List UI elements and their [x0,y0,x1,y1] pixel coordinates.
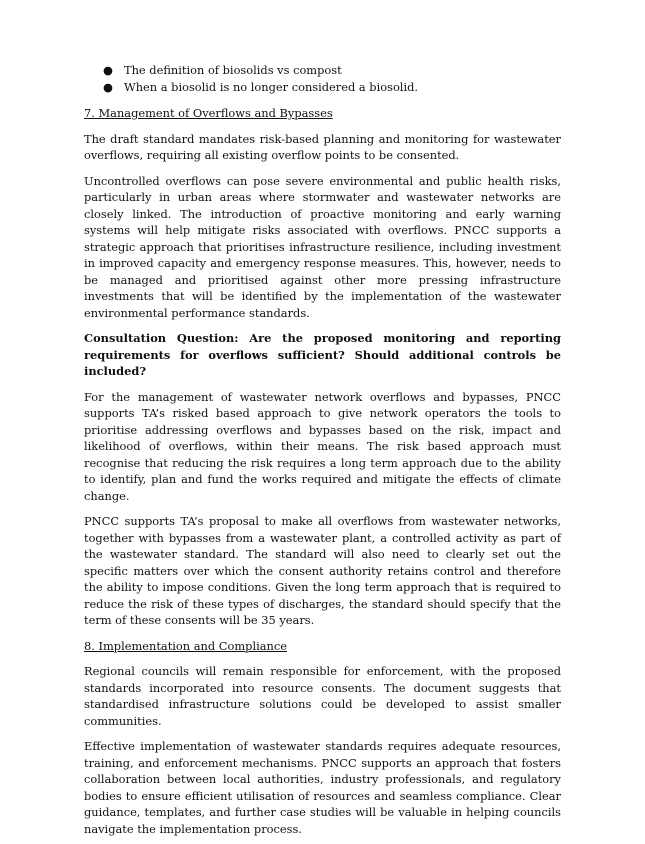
bullet-list [84,62,561,95]
list-item [103,79,561,96]
section-8-paragraph-2: Effective implementation of wastewater standards requires adequate resources, training, and enforcement mechanisms. PNCC supports an approach that fosters collaboration between local authorities, industry professionals, and regulatory bodies to ensure efficient utilisation of resources and seamless compliance. Clear guidance, templates, and further case studies will be valuable in helping councils navigate the implementation process. [84,739,561,836]
bullet-text: When a biosolid is no longer considered a biosolid. [124,79,419,94]
bullet-icon: ● [103,63,113,77]
list-item [103,62,561,79]
bullet-text: The definition of biosolids vs compost [124,63,342,77]
section-7-paragraph-1: The draft standard mandates risk-based planning and monitoring for wastewater overflows, requiring all existing overflow points to be consented. [84,131,561,162]
section-8-paragraph-1: Regional councils will remain responsible for enforcement, with the proposed standards incorporated into resource consents. The document suggests that standardised infrastructure solutions could be developed to assist smaller communities. [84,664,561,728]
consultation-question: Consultation Question: Are the proposed monitoring and reporting requirements for overflows sufficient? Should additional controls be included? [84,331,561,378]
section-7-heading: 7. Management of Overflows and Bypasses [84,106,333,120]
section-8-heading: 8. Implementation and Compliance [84,638,287,653]
section-7-paragraph-2: Uncontrolled overflows can pose severe environmental and public health risks, particularly in urban areas where stormwater and wastewater networks are closely linked. The introduction of proactive monitoring and early warning systems will help mitigate risks associated with overflows. PNCC supports a strategic approach that prioritises infrastructure resilience, including investment in improved capacity and emergency response measures. This, however, needs to be managed and prioritised against other more pressing infrastructure investments that will be identified by the implementation of the wastewater environmental performance standards. [84,173,561,320]
bullet-icon: ● [103,79,113,94]
section-7-paragraph-3: For the management of wastewater network overflows and bypasses, PNCC supports TA’s risked based approach to give network operators the tools to prioritise addressing overflows and bypasses based on the risk, impact and likelihood of overflows, within their means. The risk based approach must recognise that reducing the risk requires a long term approach due to the ability to identify, plan and fund the works required and mitigate the effects of climate change. [84,389,561,503]
section-7-paragraph-4: PNCC supports TA’s proposal to make all overflows from wastewater networks, together with bypasses from a wastewater plant, a controlled activity as part of the wastewater standard. The standard will also need to clearly set out the specific matters over which the consent authority retains control and therefore the ability to impose conditions. Given the long term approach that is required to reduce the risk of these types of discharges, the standard should specify that the term of these consents will be 35 years. [84,514,561,627]
